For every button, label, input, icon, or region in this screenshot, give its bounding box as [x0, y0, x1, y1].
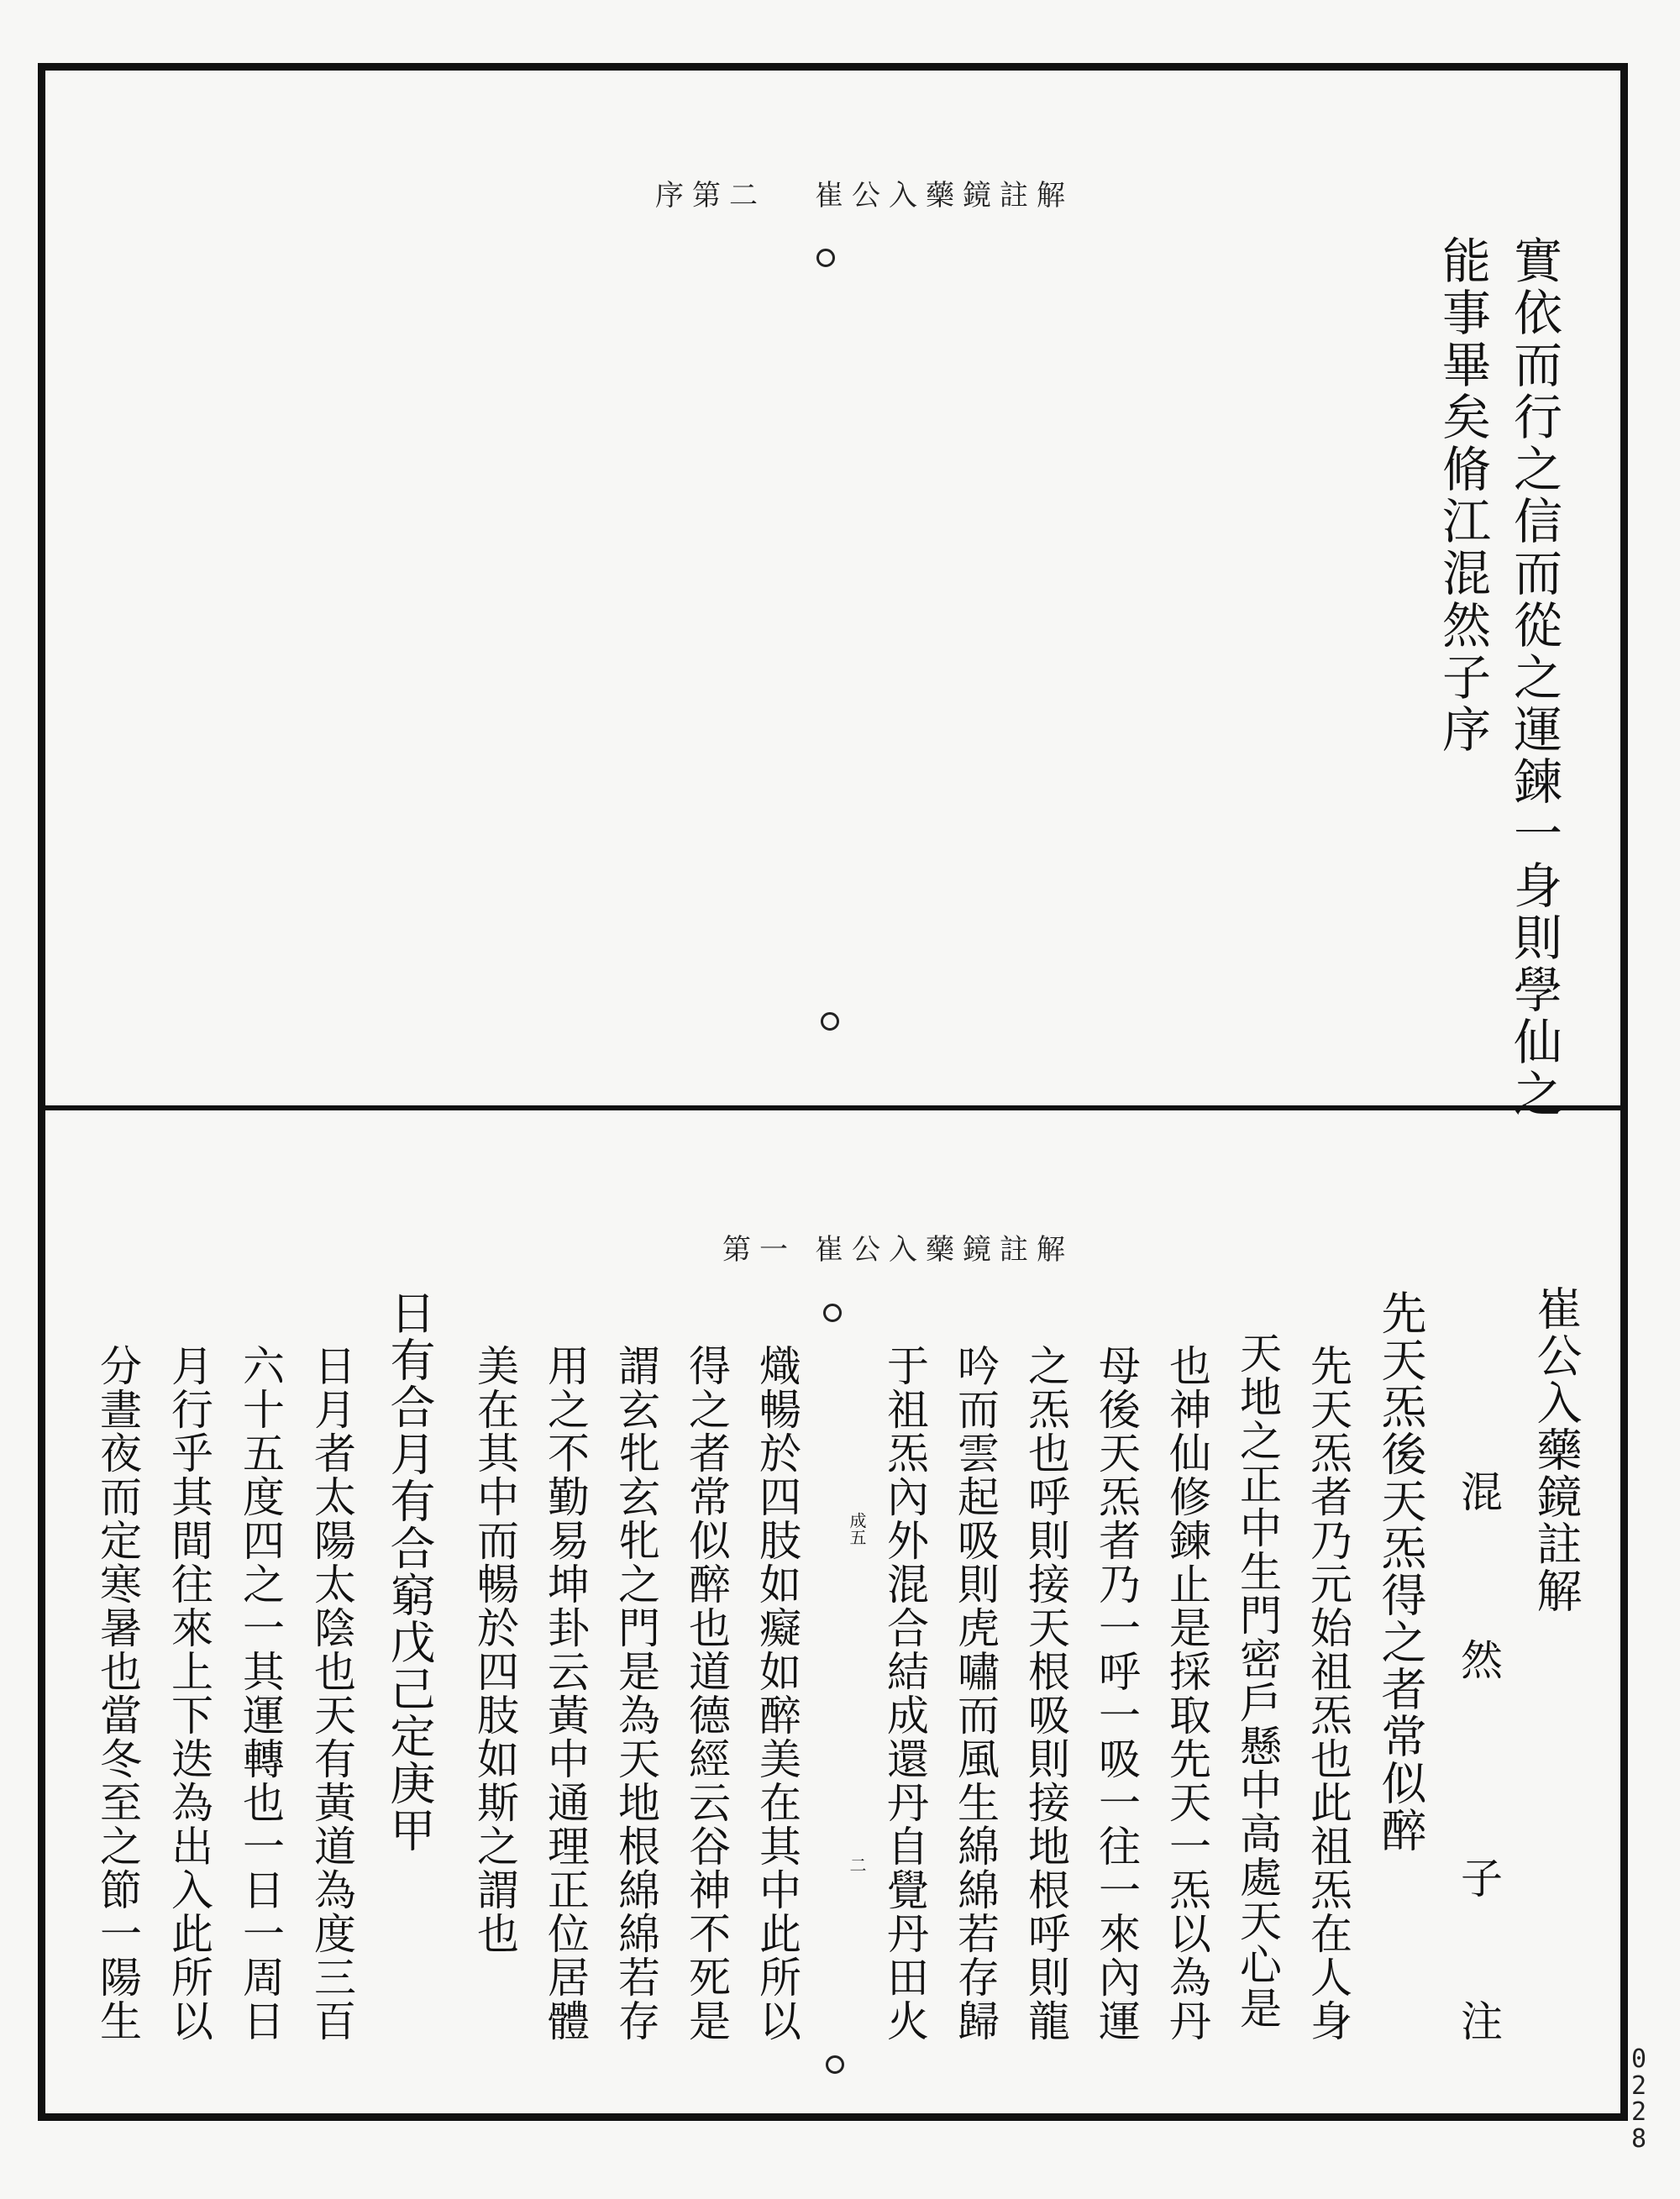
page-number: 0228: [1631, 2044, 1647, 2154]
author-char: 然: [1454, 1638, 1503, 1682]
text-column: 之炁也呼則接天根吸則接地根呼則龍: [1021, 1344, 1070, 2043]
text-column: 天地之正中生門密戶懸中高處天心是: [1233, 1331, 1282, 2030]
text-column: 母後天炁者乃一呼一吸一往一來內運: [1092, 1344, 1141, 2043]
margin-mark: 二: [847, 1856, 867, 1873]
binding-hole: [823, 1304, 842, 1322]
text-column: 也神仙修鍊止是採取先天一炁以為丹: [1163, 1344, 1211, 2043]
text-column: 六十五度四之一其運轉也一日一周日: [236, 1344, 285, 2043]
author-char: 混: [1454, 1470, 1503, 1514]
binding-hole: [816, 249, 835, 267]
running-head-section: 第一: [722, 1233, 796, 1267]
text-column: 日有合月有合窮戊己定庚甲: [383, 1289, 436, 1854]
page-divider: [38, 1105, 1628, 1110]
text-column: 月行乎其間往來上下迭為出入此所以: [165, 1344, 213, 2043]
text-column: 用之不勤易坤卦云黃中通理正位居體: [541, 1344, 590, 2043]
text-column: 得之者常似醉也道德經云谷神不死是: [682, 1344, 731, 2043]
binding-hole: [826, 2055, 844, 2074]
text-column: 分晝夜而定寒暑也當冬至之節一陽生: [93, 1344, 142, 2043]
text-column: 先天炁後天炁得之者常似醉: [1374, 1289, 1427, 1854]
text-column: 謂玄牝玄牝之門是為天地根綿綿若存: [612, 1344, 660, 2043]
author-char: 注: [1454, 1999, 1503, 2043]
author-char: 子: [1454, 1856, 1503, 1900]
text-column: 能事畢矣脩江混然子序: [1434, 235, 1491, 756]
text-column: 于祖炁內外混合結成還丹自覺丹田火: [880, 1344, 929, 2043]
text-column: 美在其中而暢於四肢如斯之謂也: [470, 1344, 519, 1955]
text-column: 先天炁者乃元始祖炁也此祖炁在人身: [1304, 1344, 1352, 2043]
margin-note: 成五: [847, 1512, 867, 1546]
running-head-title: 崔公入藥鏡註解: [815, 1233, 1074, 1267]
book-title: 崔公入藥鏡註解: [1530, 1285, 1583, 1614]
running-head-title: 崔公入藥鏡註解: [815, 179, 1074, 213]
binding-hole: [821, 1012, 839, 1031]
text-column: 日月者太陽太陰也天有黃道為度三百: [307, 1344, 356, 2043]
text-column: 熾暢於四肢如癡如醉美在其中此所以: [753, 1344, 801, 2043]
running-head-section: 序第二: [655, 179, 766, 213]
text-column: 實依而行之信而從之運鍊一身則學仙之: [1505, 235, 1562, 1120]
text-column: 吟而雲起吸則虎嘯而風生綿綿若存歸: [951, 1344, 1000, 2043]
